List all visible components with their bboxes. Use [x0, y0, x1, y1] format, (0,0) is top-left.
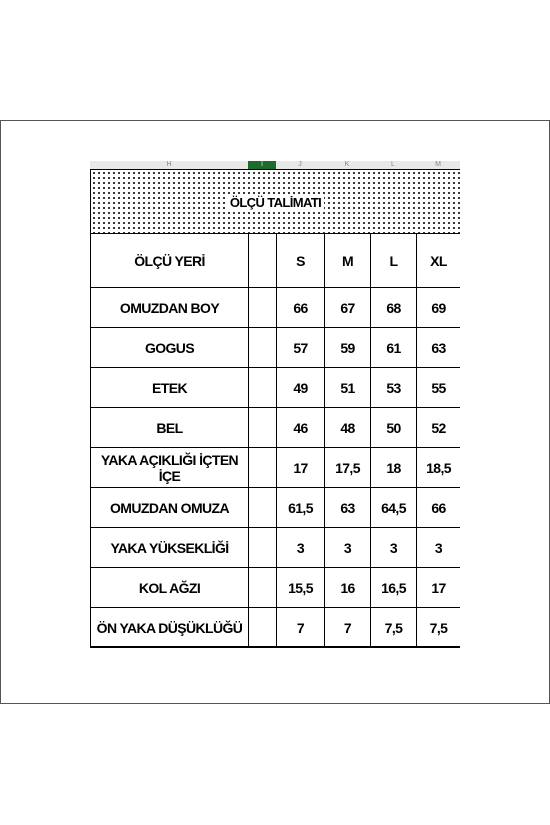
row-value-cell[interactable]: 53 [371, 368, 417, 408]
row-value-cell[interactable]: 7 [325, 608, 371, 648]
row-label-cell[interactable]: YAKA YÜKSEKLİĞİ [91, 528, 249, 568]
row-value-cell[interactable]: 63 [417, 328, 461, 368]
table-title: ÖLÇÜ TALİMATI [227, 195, 324, 210]
table-row [91, 488, 461, 528]
row-label-cell[interactable]: BEL [91, 408, 249, 448]
column-header-h[interactable]: H [166, 161, 172, 168]
header-cell-xl[interactable]: XL [417, 234, 461, 288]
size-chart-table [90, 169, 460, 648]
row-empty-cell[interactable] [249, 608, 277, 648]
row-value-cell[interactable]: 3 [417, 528, 461, 568]
title-cell[interactable] [91, 170, 461, 234]
row-value-cell[interactable]: 69 [417, 288, 461, 328]
table-row [91, 448, 461, 488]
row-empty-cell[interactable] [249, 368, 277, 408]
row-value-cell[interactable]: 17 [277, 448, 325, 488]
row-label-cell[interactable]: OMUZDAN OMUZA [91, 488, 249, 528]
table-row [91, 568, 461, 608]
row-empty-cell[interactable] [249, 488, 277, 528]
row-empty-cell[interactable] [249, 528, 277, 568]
row-value-cell[interactable]: 67 [325, 288, 371, 328]
title-row [91, 170, 461, 234]
table-row [91, 528, 461, 568]
row-label-cell[interactable]: GOGUS [91, 328, 249, 368]
header-cell-measure-point[interactable]: ÖLÇÜ YERİ [91, 234, 249, 288]
row-value-cell[interactable]: 61,5 [277, 488, 325, 528]
header-cell-empty[interactable] [249, 234, 277, 288]
row-value-cell[interactable]: 17 [417, 568, 461, 608]
row-value-cell[interactable]: 59 [325, 328, 371, 368]
column-header-l[interactable]: L [391, 161, 395, 168]
column-header-k[interactable]: K [344, 161, 350, 168]
row-value-cell[interactable]: 18 [371, 448, 417, 488]
column-header-j[interactable]: J [298, 161, 302, 168]
row-value-cell[interactable]: 66 [417, 488, 461, 528]
table-row [91, 368, 461, 408]
spreadsheet-view [90, 161, 460, 651]
row-value-cell[interactable]: 7 [277, 608, 325, 648]
row-value-cell[interactable]: 3 [325, 528, 371, 568]
row-value-cell[interactable]: 55 [417, 368, 461, 408]
row-value-cell[interactable]: 18,5 [417, 448, 461, 488]
table-row [91, 288, 461, 328]
header-cell-m[interactable]: M [325, 234, 371, 288]
row-value-cell[interactable]: 63 [325, 488, 371, 528]
row-value-cell[interactable]: 57 [277, 328, 325, 368]
row-value-cell[interactable]: 15,5 [277, 568, 325, 608]
row-empty-cell[interactable] [249, 568, 277, 608]
row-empty-cell[interactable] [249, 408, 277, 448]
row-value-cell[interactable]: 16,5 [371, 568, 417, 608]
row-value-cell[interactable]: 46 [277, 408, 325, 448]
row-value-cell[interactable]: 52 [417, 408, 461, 448]
table-bottom-border [90, 646, 460, 648]
row-value-cell[interactable]: 3 [371, 528, 417, 568]
row-value-cell[interactable]: 7,5 [417, 608, 461, 648]
row-empty-cell[interactable] [249, 288, 277, 328]
header-row [91, 234, 461, 288]
row-value-cell[interactable]: 51 [325, 368, 371, 408]
row-value-cell[interactable]: 61 [371, 328, 417, 368]
row-value-cell[interactable]: 7,5 [371, 608, 417, 648]
row-label-cell[interactable]: KOL AĞZI [91, 568, 249, 608]
row-label-cell[interactable]: OMUZDAN BOY [91, 288, 249, 328]
column-header-m[interactable]: M [435, 161, 441, 168]
row-value-cell[interactable]: 49 [277, 368, 325, 408]
row-value-cell[interactable]: 3 [277, 528, 325, 568]
column-header-i[interactable]: I [248, 161, 276, 169]
table-row [91, 608, 461, 648]
row-label-cell[interactable]: YAKA AÇIKLIĞI İÇTEN İÇE [91, 448, 249, 488]
header-cell-s[interactable]: S [277, 234, 325, 288]
row-value-cell[interactable]: 64,5 [371, 488, 417, 528]
row-value-cell[interactable]: 16 [325, 568, 371, 608]
row-label-cell[interactable]: ETEK [91, 368, 249, 408]
table-row [91, 408, 461, 448]
row-value-cell[interactable]: 68 [371, 288, 417, 328]
table-row [91, 328, 461, 368]
row-value-cell[interactable]: 50 [371, 408, 417, 448]
row-value-cell[interactable]: 66 [277, 288, 325, 328]
row-label-cell[interactable]: ÖN YAKA DÜŞÜKLÜĞÜ [91, 608, 249, 648]
row-empty-cell[interactable] [249, 448, 277, 488]
row-empty-cell[interactable] [249, 328, 277, 368]
row-value-cell[interactable]: 48 [325, 408, 371, 448]
header-cell-l[interactable]: L [371, 234, 417, 288]
row-value-cell[interactable]: 17,5 [325, 448, 371, 488]
